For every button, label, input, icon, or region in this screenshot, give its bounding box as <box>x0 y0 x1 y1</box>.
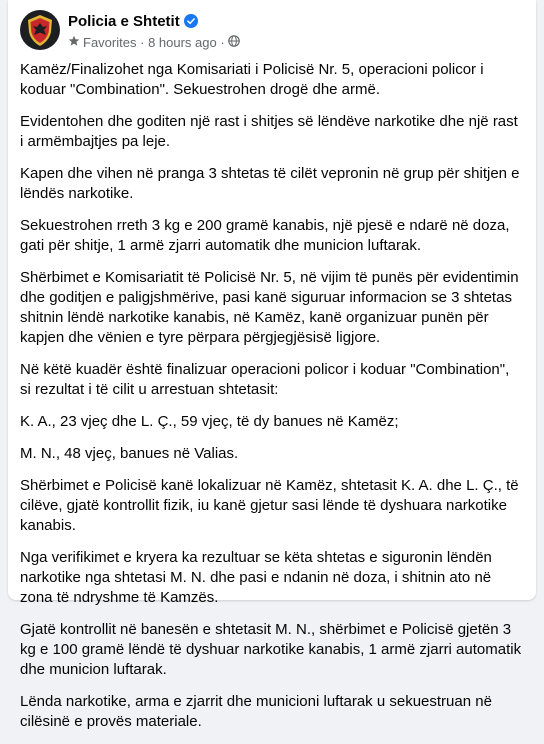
post-paragraph: Në këtë kuadër është finalizuar operacioni policor i koduar "Combination", si rezultat i të cilit u arrestuan shtetasit: <box>20 361 510 398</box>
post-paragraph: K. A., 23 vjeç dhe L. Ç., 59 vjeç, të dy banues në Kamëz; <box>20 413 399 430</box>
post-meta <box>68 34 240 50</box>
post-time[interactable]: 8 hours ago <box>148 35 217 51</box>
page-avatar[interactable] <box>20 10 60 50</box>
page-name[interactable] <box>68 13 198 30</box>
meta-separator: · <box>140 35 145 51</box>
meta-separator: · <box>220 35 225 51</box>
post-paragraph: Gjatë kontrollit në banesën e shtetasit M. N., shërbimet e Policisë gjetën 3 kg e 100 gramë lëndë të dyshuar narkotike kanabis, 1 armë zjarri automatik dhe municion luftarak. <box>20 621 522 678</box>
post-header <box>20 10 524 54</box>
post-paragraph: Nga verifikimet e kryera ka rezultuar se këta shtetas e siguronin lëndën narkotike nga shtetasi M. N. dhe pasi e ndanin në doza, i shitnin ato në zona të ndryshme të Kamzës. <box>20 549 492 606</box>
audience-label[interactable]: Favorites <box>83 35 137 51</box>
verified-badge-icon <box>184 14 198 28</box>
post-paragraph: M. N., 48 vjeç, banues në Valias. <box>20 445 239 462</box>
post-paragraph: Shërbimet e Policisë kanë lokalizuar në Kamëz, shtetasit K. A. dhe L. Ç., të cilëve, gjatë kontrollit fizik, iu kanë gjetur sasi lënde të dyshuara narkotike kanabis. <box>20 477 519 534</box>
post-paragraph: Kapen dhe vihen në pranga 3 shtetas të cilët vepronin në grup për shitjen e lëndës narkotike. <box>20 165 520 202</box>
police-logo-icon <box>20 10 60 50</box>
post-paragraph: Shërbimet e Komisariatit të Policisë Nr. 5, në vijim të punës për evidentimin dhe goditjen e paligjshmërive, pasi kanë siguruar informacion se 3 shtetas shitnin lëndë narkotike kanabis, në Kamëz, kanë organizuar punën për kapjen dhe vënien e tyre përpara përgjegjësisë ligjore. <box>20 269 519 346</box>
post-body <box>20 60 524 744</box>
globe-icon[interactable] <box>228 35 240 47</box>
post-paragraph: Kamëz/Finalizohet nga Komisariati i Policisë Nr. 5, operacioni policor i koduar "Combination". Sekuestrohen drogë dhe armë. <box>20 61 484 98</box>
star-icon <box>68 35 80 47</box>
post-paragraph: Lënda narkotike, arma e zjarrit dhe municioni luftarak u sekuestruan në cilësinë e provës materiale. <box>20 693 492 730</box>
post-paragraph: Evidentohen dhe goditen një rast i shitjes së lëndëve narkotike dhe një rast i armëmbajtjes pa leje. <box>20 113 518 150</box>
post-paragraph: Sekuestrohen rreth 3 kg e 200 gramë kanabis, një pjesë e ndarë në doza, gati për shitje, 1 armë zjarri automatik dhe municion luftarak. <box>20 217 510 254</box>
author-name[interactable]: Policia e Shtetit <box>68 13 180 30</box>
post-card <box>8 0 536 730</box>
